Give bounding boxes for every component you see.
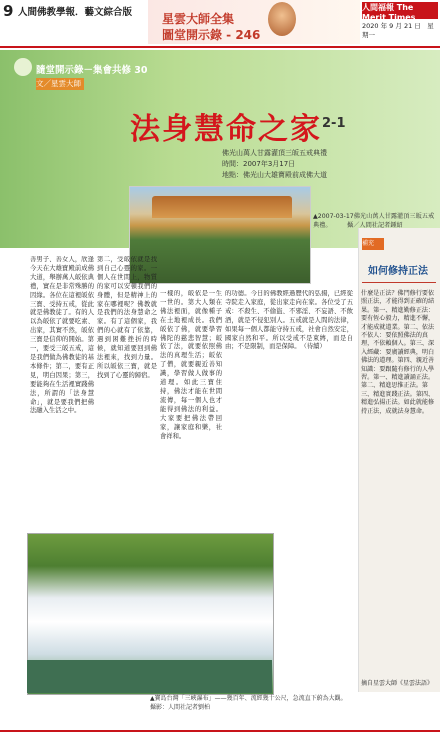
waterfall-photo-caption xyxy=(150,695,350,712)
sidebar-tag: 補充 xyxy=(362,238,384,250)
sidebar-body: 什麼是正法？佛門修行要依照正法，才能得到正確的結果。第一、精進勤修正法：要有恆心毅力，精進不懈，才能成就道業。第二、依法不依人：要依照佛法的真理，不依賴個人。第三、深入經藏：要廣讀經典，明白佛法的道理。第四、親近善知識：要跟隨有修行的人學習。第一、精進讀誦正法。第二、精進思惟正法。第三、精進實踐正法。第四、精進弘揚正法。如此就能修持正法，成就法身慧命。 xyxy=(361,290,435,415)
article-column-2: 第二，受皈依就是找到自己心靈的家。一個人在世間上，物質的家可以安頓我們的身體，但是精神上的家在哪裡呢？佛教就是我們的法身慧命之家。有了這個家，我們的心就有了依靠，遇到困難挫折的時候，就知道要回到佛法裡來，找到力量。所以皈依三寶，就是找到了心靈的歸宿。 xyxy=(97,256,157,379)
sidebar-footer: 摘自星雲大師《星雲法語》 xyxy=(361,680,434,687)
waterfall-pool xyxy=(27,660,272,693)
page-number: 9 xyxy=(3,2,14,20)
article-column-1b xyxy=(30,478,94,528)
header-divider xyxy=(0,46,440,48)
article-column-4: 的功德。今日的佛教經過歷代的弘揚，已經從寺院走入家庭，從出家走向在家。各位受了五戒：不殺生、不偷盜、不邪淫、不妄語、不飲酒，就是不侵犯別人。五戒就是人間的法律，如果每一個人都能守持五戒，社會自然安定，國家自然和平。所以受戒不是束縛，而是自由；不是限制，而是保障。 （待續） xyxy=(225,290,353,351)
ceremony-photo-caption: ▲2007-03-17佛光山萬人甘露灌頂三皈五戒典禮。 攝／人間社記者鍾紹 xyxy=(313,213,435,229)
article-source xyxy=(222,148,327,181)
caption-credit: 攝影：人間社記者劉柏 xyxy=(150,703,211,711)
article-part: 2-1 xyxy=(322,116,346,131)
footer-divider xyxy=(0,730,440,732)
newspaper-logo: 人間福報 The Merit Times xyxy=(362,2,438,19)
banner-line-2: 圖堂開示錄 - 246 xyxy=(162,28,261,42)
source-time: 時間：2007年3月17日 xyxy=(222,160,296,168)
caption-text: ▲寶島台灣「三峽瀑布」——幾百年、流經幾十公尺，急流直下蔚為大觀。 xyxy=(150,695,347,702)
article-column-3: 一樣的，皈依是一生一世的。第大人類在佛法裡面，就像種子在土地裡成長。我們皈依了佛，就要學習佛陀的慈悲智慧；皈依了法，就要依照佛法的真理生活；皈依了僧，就要親近善知識，學習做人做事的道理。如此三寶住持，佛法才能在世間流傳，每一個人也才能得到佛法的利益。大家要把佛法帶回家，讓家庭和樂，社會祥和。 xyxy=(160,290,222,440)
section-title: 人間佛教學報．藝文綜合版 xyxy=(18,7,133,18)
sidebar-divider xyxy=(362,282,436,283)
source-event: 佛光山萬人甘露灌頂三皈五戒典禮 xyxy=(222,149,327,157)
master-portrait-icon xyxy=(268,2,296,36)
banner-line-1: 星雲大師全集 xyxy=(162,12,235,26)
issue-date: 2020 年 9 月 21 日 星期一 xyxy=(362,22,434,39)
article-column-1: 善男子、善女人，欣逢今天在大雄寶殿前成佛大道，舉辦萬人皈依典禮，實在是非常殊勝的因緣。各位在這裡皈依三寶、受持五戒，從此就是佛教徒了。有的人以為皈依了就要吃素、出家，其實不然，皈依三寶是信仰的開始。第一，要受三皈五戒，這是我們做為佛教徒的基本條件；第二，要有正見，明白因果；第三，要能夠在生活裡實踐佛法，所謂的「法身慧命」，就是要我們把佛法融入生活之中。 xyxy=(30,256,94,415)
article-title: 法身慧命之家 xyxy=(130,112,322,147)
lotus-icon xyxy=(14,58,32,76)
sidebar-title: 如何修持正法 xyxy=(368,266,428,277)
source-place: 地點：佛光山大雄寶殿前成佛大道 xyxy=(222,171,327,179)
author-badge: 文／星雲大師 xyxy=(36,78,84,90)
temple-roof xyxy=(152,196,292,218)
series-name: 隨堂開示錄－集會共修 30 xyxy=(36,65,148,76)
